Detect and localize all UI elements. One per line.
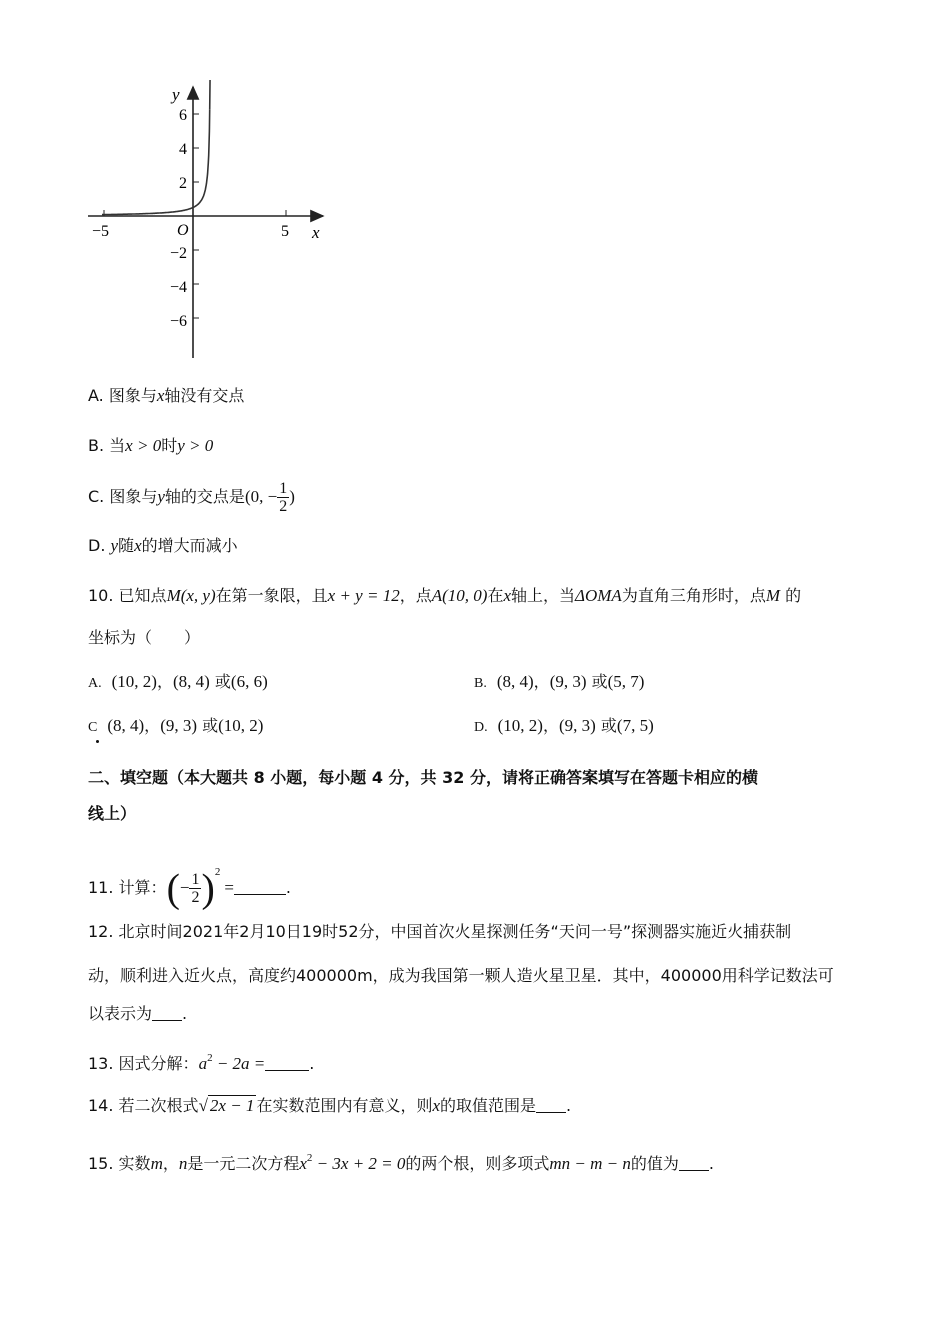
separator: ，	[542, 716, 559, 735]
question-text: 在	[487, 586, 504, 605]
x-tick-label: 5	[281, 223, 289, 240]
function-graph	[80, 80, 340, 365]
math-expr: − 3x + 2 = 0	[312, 1154, 406, 1173]
exponent: 2	[214, 866, 221, 878]
point: (7, 5)	[616, 716, 654, 735]
math-var: x	[503, 586, 511, 605]
q10-option-c	[88, 714, 263, 740]
q12-line2: 动，顺利进入近火点，高度约400000m，成为我国第一颗人造火星卫星．其中，400000用科学记数法可	[88, 966, 834, 985]
q9-option-a	[88, 384, 244, 408]
period: .	[309, 1054, 315, 1073]
section-heading-line2: 线上）	[88, 804, 137, 823]
question-number: 12.	[88, 922, 114, 941]
point: (8, 4)	[172, 672, 210, 691]
question-number: 15.	[88, 1154, 114, 1173]
point: (5, 7)	[607, 672, 645, 691]
point: (8, 4)	[496, 672, 534, 691]
point: (10, 2)	[218, 716, 264, 735]
option-letter: B.	[88, 436, 105, 455]
question-text: 轴上，当	[511, 586, 576, 605]
separator: ，	[144, 716, 161, 735]
q10-stem-line2: 坐标为（ ）	[88, 628, 201, 647]
point: (6, 6)	[230, 672, 268, 691]
question-number: 10.	[88, 586, 114, 605]
question-text: 在第一象限，且	[215, 586, 328, 605]
option-letter: D.	[88, 536, 106, 555]
conjunction: 或	[214, 672, 231, 691]
fraction	[277, 480, 289, 515]
y-tick-label: 4	[179, 141, 187, 158]
q10-option-a	[88, 670, 268, 696]
math-var: x	[299, 1154, 307, 1173]
q9-option-b	[88, 434, 213, 458]
math-var: a	[198, 1054, 208, 1073]
math-expr: )	[289, 487, 295, 506]
y-axis-label: y	[172, 85, 180, 104]
math-var: x	[134, 536, 142, 555]
option-letter: D.	[474, 720, 488, 735]
option-text: 图象与	[108, 386, 157, 405]
question-text: 的	[785, 586, 802, 605]
question-number: 14.	[88, 1096, 114, 1115]
option-text: 时	[161, 436, 178, 455]
y-tick-label: −4	[170, 279, 188, 296]
question-text: 是一元二次方程	[187, 1154, 300, 1173]
math-var: M	[765, 586, 781, 605]
q14	[88, 1094, 571, 1118]
math-expr: A(10, 0)	[431, 586, 488, 605]
point: (9, 3)	[558, 716, 596, 735]
point: (9, 3)	[160, 716, 198, 735]
radicand: 2x − 1	[209, 1096, 255, 1115]
question-text: 以表示为	[88, 1004, 153, 1023]
option-letter: C.	[88, 487, 105, 506]
math-expr: x + y = 12	[327, 586, 400, 605]
y-tick-label: −6	[170, 313, 188, 330]
conjunction: 或	[202, 716, 219, 735]
question-number: 13.	[88, 1054, 114, 1073]
math-var: y	[157, 487, 165, 506]
option-text: 随	[118, 536, 135, 555]
section-heading: 二、填空题（本大题共 8 小题，每小题 4 分，共 32 分，请将正确答案填写在答题卡相应的横	[88, 768, 758, 787]
answer-blank[interactable]	[152, 1004, 182, 1021]
question-text: ，点	[399, 586, 432, 605]
exponent: 2	[207, 1052, 213, 1064]
math-expr: x > 0	[125, 436, 162, 455]
answer-blank[interactable]	[234, 878, 286, 895]
conjunction: 或	[591, 672, 608, 691]
option-letter: C	[88, 720, 98, 735]
question-text: 为直角三角形时，点	[621, 586, 766, 605]
fraction-numerator: 1	[279, 480, 288, 497]
option-text: 的增大而减小	[141, 536, 238, 555]
exponent: 2	[306, 1152, 313, 1164]
minus-sign: −	[179, 878, 190, 897]
math-var: y	[110, 536, 119, 555]
question-text: 若二次根式	[118, 1096, 199, 1115]
math-expr: − 2a =	[212, 1054, 266, 1073]
question-number: 11.	[88, 878, 114, 897]
option-letter: A.	[88, 386, 104, 405]
point: (9, 3)	[549, 672, 587, 691]
q10-stem	[88, 584, 801, 608]
stray-dot	[96, 740, 99, 743]
question-text: 北京时间2021年2月10日19时52分，中国首次火星探测任务“天问一号”探测器实施近火捕获制	[118, 922, 792, 941]
x-axis-label: x	[312, 223, 320, 242]
origin-label: O	[177, 222, 189, 239]
q10-option-b	[474, 670, 644, 696]
period: .	[182, 1004, 188, 1023]
question-text: 已知点	[118, 586, 167, 605]
answer-blank[interactable]	[265, 1054, 309, 1071]
period: .	[285, 878, 291, 897]
y-tick-label: 2	[179, 175, 187, 192]
math-var: m	[150, 1154, 163, 1173]
q11	[88, 846, 291, 914]
period: .	[566, 1096, 572, 1115]
y-tick-label: 6	[179, 107, 187, 124]
x-tick-label: −5	[92, 223, 110, 240]
radical-sign: √	[198, 1096, 208, 1115]
question-text: 因式分解：	[118, 1054, 199, 1073]
q10-option-d	[474, 714, 654, 740]
right-paren: )	[201, 865, 215, 911]
answer-blank[interactable]	[536, 1096, 566, 1113]
fraction-denominator: 2	[191, 889, 200, 906]
question-text: 在实数范围内有意义，则	[256, 1096, 433, 1115]
q12-line1	[88, 920, 791, 944]
separator: ，	[533, 672, 550, 691]
left-paren: (	[166, 865, 180, 911]
math-var: x	[432, 1096, 440, 1115]
period: .	[708, 1154, 715, 1173]
math-expr: (0, −	[244, 487, 278, 506]
question-text: 计算：	[118, 878, 167, 897]
option-letter: B.	[474, 676, 487, 691]
math-expr: y > 0	[177, 436, 214, 455]
option-text: 当	[109, 436, 126, 455]
q9-option-d	[88, 534, 238, 558]
question-text: 的取值范围是	[440, 1096, 537, 1115]
conjunction: 或	[600, 716, 617, 735]
y-tick-label: −2	[170, 245, 188, 262]
math-expr: ΔOMA	[575, 586, 622, 605]
math-var: x	[156, 386, 165, 405]
question-text: 的值为	[630, 1154, 679, 1173]
option-letter: A.	[88, 676, 102, 691]
q13	[88, 1046, 314, 1076]
math-expr: M(x, y)	[166, 586, 216, 605]
fraction-denominator: 2	[279, 498, 288, 515]
equals-sign: =	[224, 878, 234, 897]
question-text: 的两个根，则多项式	[405, 1154, 550, 1173]
question-text: 实数	[118, 1154, 151, 1173]
q9-option-c	[88, 472, 295, 522]
hyperbola-right-branch	[210, 80, 211, 110]
option-text: 图象与	[109, 487, 158, 506]
q15	[88, 1146, 714, 1176]
separator: ，	[156, 672, 173, 691]
point: (10, 2)	[111, 672, 157, 691]
fraction-numerator: 1	[191, 871, 200, 888]
option-text: 轴没有交点	[164, 386, 245, 405]
q12-line3	[88, 1002, 187, 1026]
point: (8, 4)	[107, 716, 145, 735]
fraction	[189, 871, 201, 906]
math-var: n	[178, 1154, 188, 1173]
separator: ，	[162, 1154, 179, 1173]
answer-blank[interactable]	[679, 1154, 709, 1171]
point: (10, 2)	[497, 716, 543, 735]
option-text: 轴的交点是	[164, 487, 245, 506]
math-expr: mn − m − n	[549, 1154, 631, 1173]
